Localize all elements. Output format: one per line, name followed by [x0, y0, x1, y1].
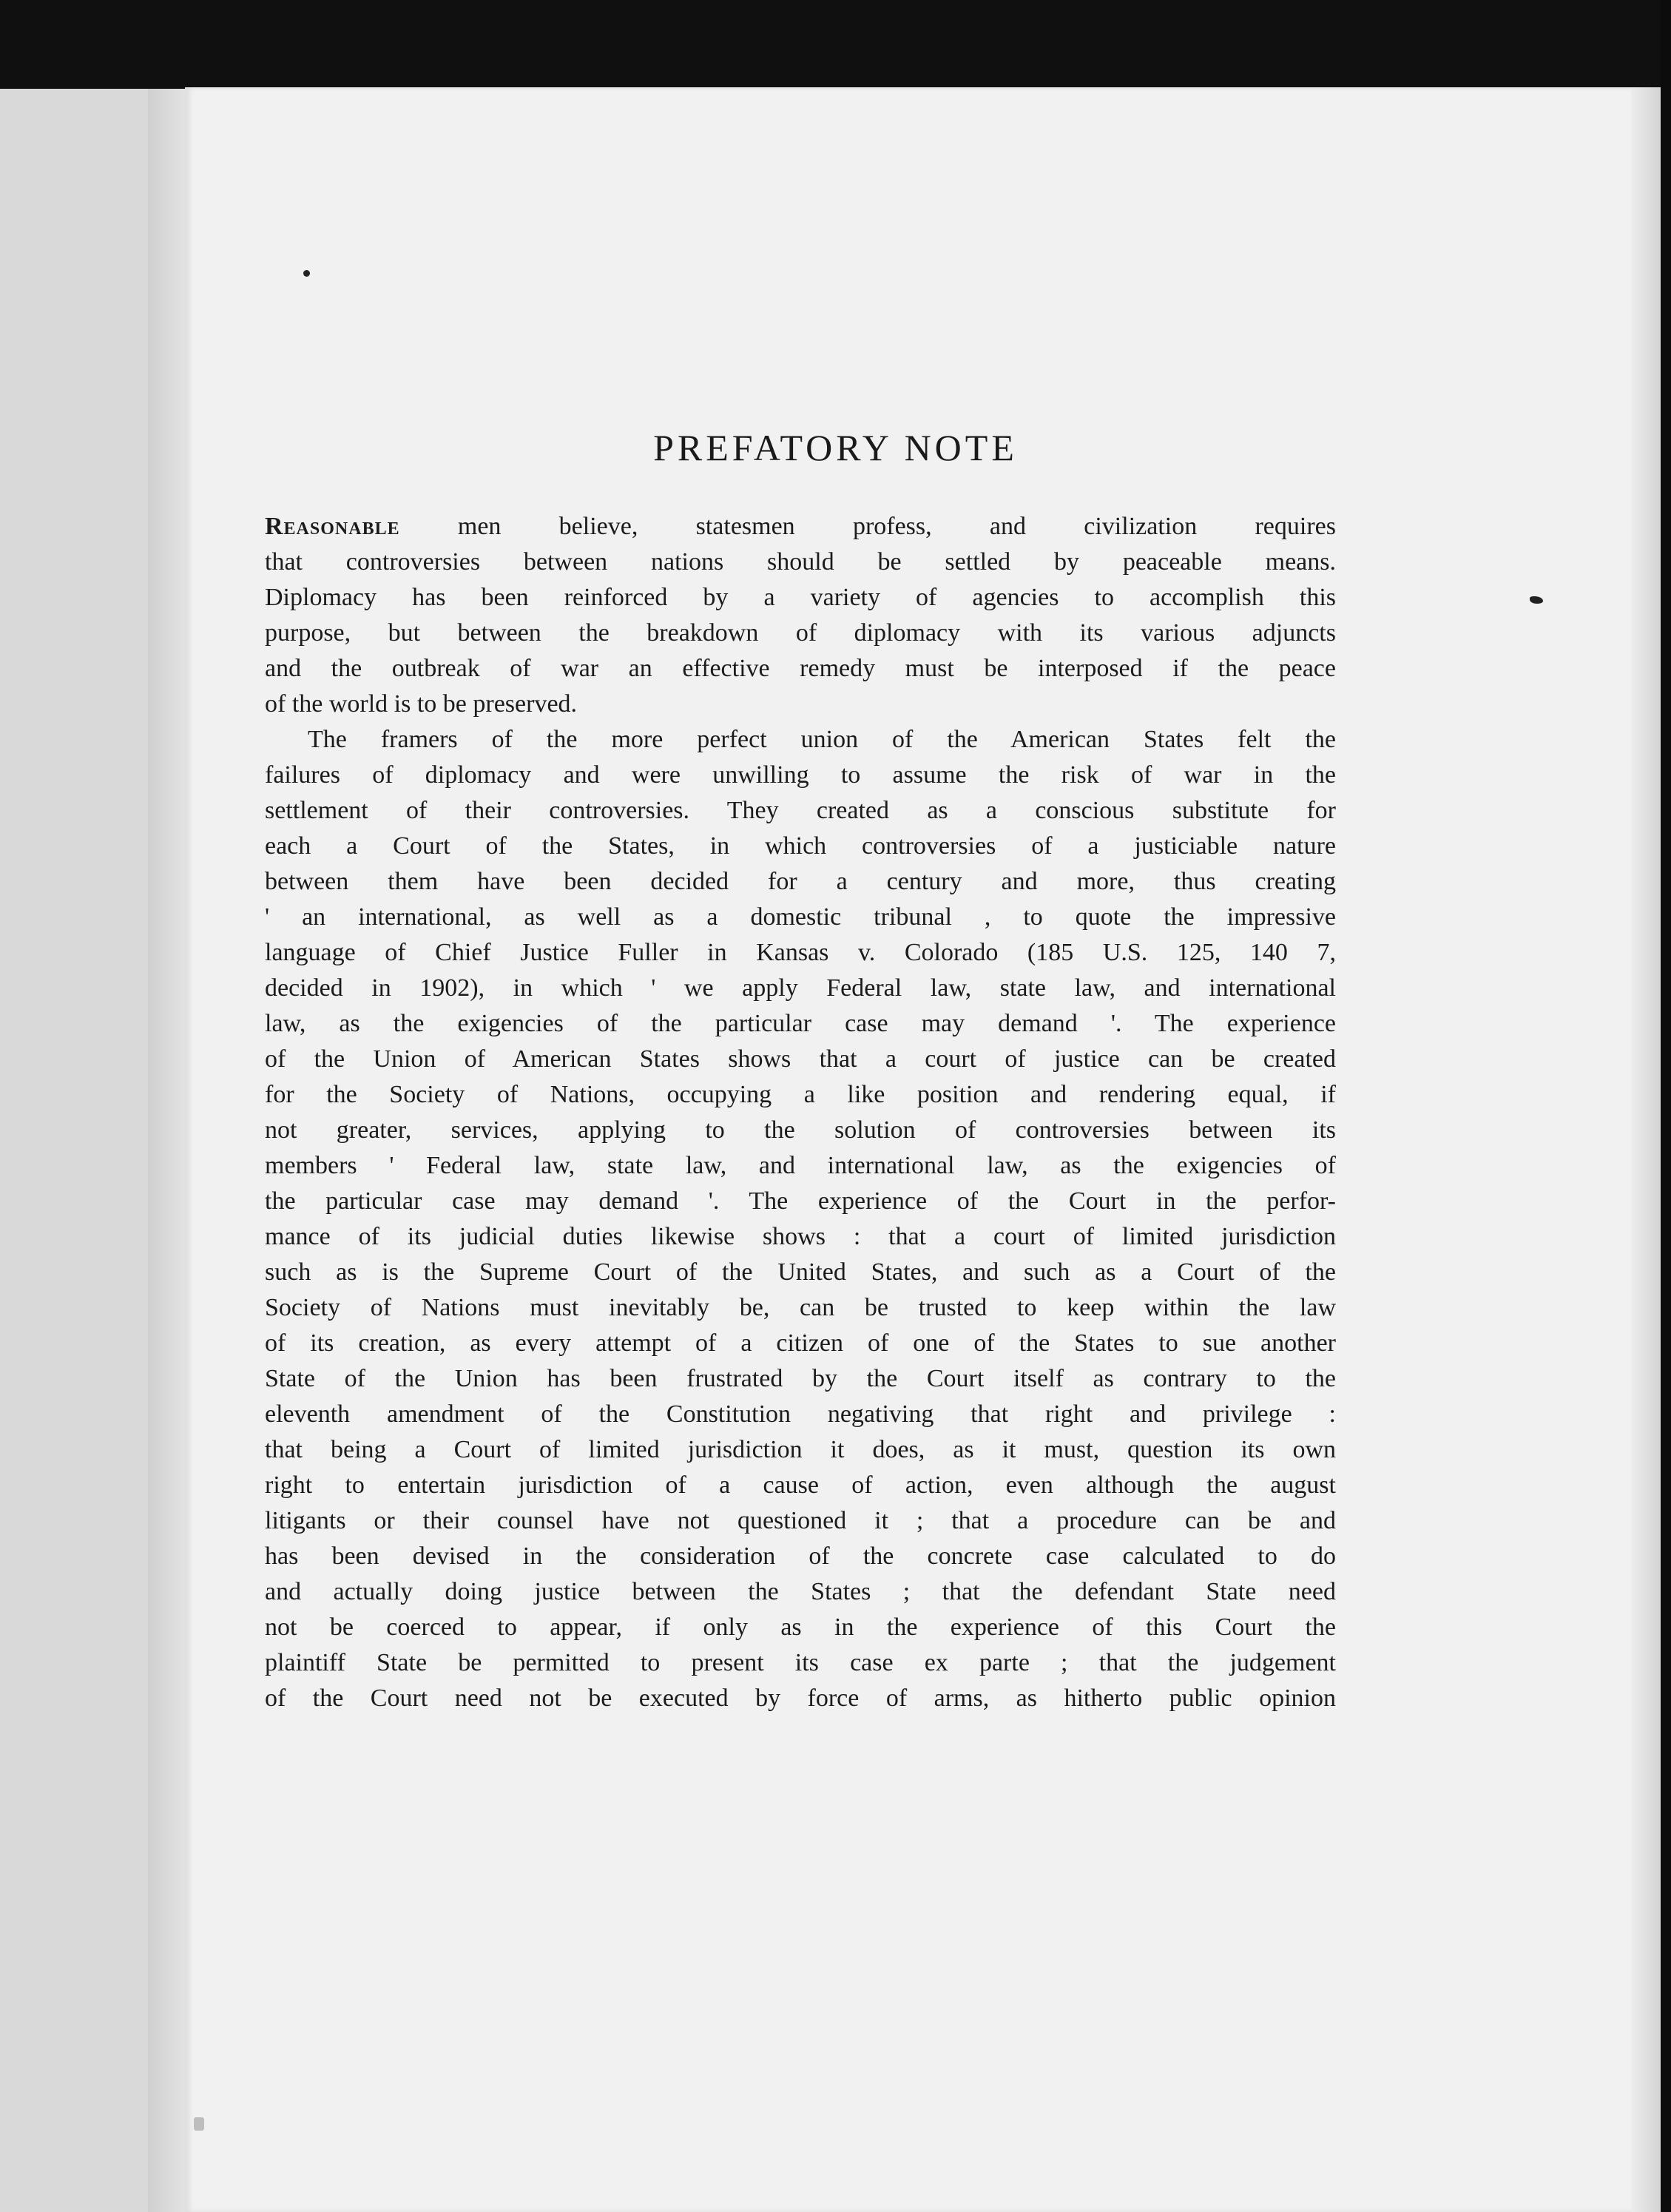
- text-line: that being a Court of limited jurisdiction it does, as it must, question its own: [265, 1436, 1336, 1463]
- text-line: right to entertain jurisdiction of a cause of action, even although the august: [265, 1471, 1336, 1499]
- text-line-content: men believe, statesmen profess, and civilization requires: [399, 513, 1336, 540]
- page-title: PREFATORY NOTE: [653, 427, 1018, 468]
- text-line: of its creation, as every attempt of a citizen of one of the States to sue another: [265, 1329, 1336, 1357]
- text-line: litigants or their counsel have not questioned it ; that a procedure can be and: [265, 1507, 1336, 1534]
- text-line: members ' Federal law, state law, and international law, as the exigencies of: [265, 1152, 1336, 1179]
- text-line: not be coerced to appear, if only as in the experience of this Court the: [265, 1614, 1336, 1641]
- text-line: the particular case may demand '. The experience of the Court in the perfor-: [265, 1187, 1336, 1215]
- text-line: [265, 509, 1336, 544]
- body-text: [265, 509, 1336, 1716]
- page-edge-shadow: [1631, 87, 1661, 2212]
- text-line: has been devised in the consideration of the concrete case calculated to do: [265, 1542, 1336, 1570]
- text-line: for the Society of Nations, occupying a like position and rendering equal, if: [265, 1081, 1336, 1108]
- text-line: failures of diplomacy and were unwilling to assume the risk of war in the: [265, 761, 1336, 789]
- text-line: law, as the exigencies of the particular case may demand '. The experience: [265, 1010, 1336, 1037]
- text-line: and the outbreak of war an effective remedy must be interposed if the peace: [265, 655, 1336, 682]
- text-line: not greater, services, applying to the solution of controversies between its: [265, 1116, 1336, 1144]
- text-line: each a Court of the States, in which controversies of a justiciable nature: [265, 832, 1336, 860]
- text-line: plaintiff State be permitted to present its case ex parte ; that the judgement: [265, 1649, 1336, 1676]
- text-line: mance of its judicial duties likewise shows : that a court of limited jurisdiction: [265, 1223, 1336, 1250]
- text-line: decided in 1902), in which ' we apply Federal law, state law, and international: [265, 974, 1336, 1002]
- text-line: State of the Union has been frustrated by the Court itself as contrary to the: [265, 1365, 1336, 1392]
- text-line: of the Union of American States shows that a court of justice can be created: [265, 1045, 1336, 1073]
- text-line: between them have been decided for a century and more, thus creating: [265, 868, 1336, 895]
- scan-speck: [303, 270, 310, 277]
- text-line: language of Chief Justice Fuller in Kansas v. Colorado (185 U.S. 125, 140 7,: [265, 939, 1336, 966]
- text-line: purpose, but between the breakdown of diplomacy with its various adjuncts: [265, 619, 1336, 647]
- scan-right-border: [1661, 0, 1671, 2212]
- text-line: such as is the Supreme Court of the United States, and such as a Court of the: [265, 1258, 1336, 1286]
- text-line: and actually doing justice between the States ; that the defendant State need: [265, 1578, 1336, 1605]
- text-line: ' an international, as well as a domestic tribunal , to quote the impressive: [265, 903, 1336, 931]
- scan-top-border: [0, 0, 1671, 89]
- text-line: of the Court need not be executed by force of arms, as hitherto public opinion: [265, 1685, 1336, 1712]
- text-line: of the world is to be preserved.: [265, 690, 578, 718]
- text-line: eleventh amendment of the Constitution negativing that right and privilege :: [265, 1400, 1336, 1428]
- text-line: Diplomacy has been reinforced by a variety of agencies to accomplish this: [265, 584, 1336, 611]
- text-line: The framers of the more perfect union of the American States felt the: [308, 726, 1336, 753]
- scan-speck: [194, 2117, 204, 2131]
- scan-speck: [1530, 596, 1543, 604]
- lead-in-word: Reasonable: [265, 513, 400, 540]
- text-line: settlement of their controversies. They created as a conscious substitute for: [265, 797, 1336, 824]
- text-line: Society of Nations must inevitably be, can be trusted to keep within the law: [265, 1294, 1336, 1321]
- text-line: that controversies between nations should be settled by peaceable means.: [265, 548, 1336, 576]
